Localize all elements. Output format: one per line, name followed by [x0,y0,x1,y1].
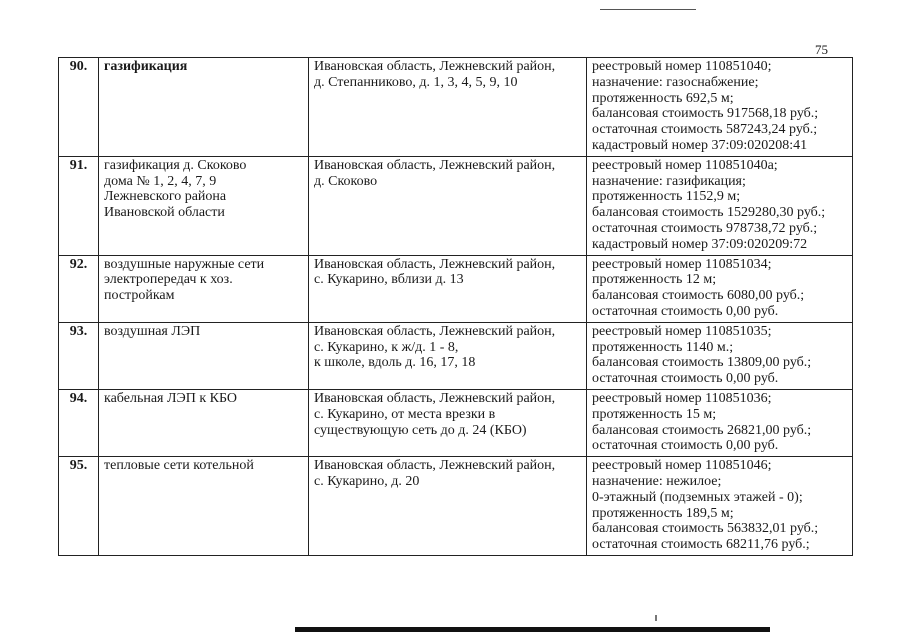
object-name-line: воздушная ЛЭП [104,323,201,339]
object-name-line: газификация [104,59,188,74]
details-line: назначение: газификация; [592,173,746,189]
address-line: с. Кукарино, вблизи д. 13 [314,272,464,288]
details-line: остаточная стоимость 0,00 руб. [592,371,779,387]
details-cell [587,389,853,456]
object-name-line: Ивановской области [104,205,225,221]
registry-table-body [59,58,853,556]
details-line: протяженность 692,5 м; [592,90,734,106]
object-name-cell [99,457,309,556]
property-registry-table [58,57,853,556]
object-name-cell [99,156,309,255]
table-row [59,156,853,255]
object-name-cell [99,58,309,157]
table-row [59,255,853,322]
details-line: протяженность 12 м; [592,272,717,288]
details-line: реестровый номер 110851040а; [592,157,778,173]
details-line: реестровый номер 110851046; [592,458,772,474]
object-name-cell [99,255,309,322]
object-name-line: Лежневского района [104,189,227,205]
address-line: Ивановская область, Лежневский район, [314,59,556,74]
details-cell [587,58,853,157]
details-line: назначение: газоснабжение; [592,74,759,90]
address-cell [309,389,587,456]
details-line: балансовая стоимость 563832,01 руб.; [592,521,819,537]
details-line: кадастровый номер 37:09:020209:72 [592,236,808,252]
address-line: Ивановская область, Лежневский район, [314,256,556,272]
details-line: балансовая стоимость 6080,00 руб.; [592,288,805,304]
object-name-line: газификация д. Скоково [104,157,247,173]
table-row [59,58,853,157]
object-name-line: воздушные наружные сети [104,256,265,272]
object-name-cell [99,322,309,389]
details-line: протяженность 1152,9 м; [592,189,741,205]
details-line: реестровый номер 110851034; [592,256,772,272]
details-line: балансовая стоимость 1529280,30 руб.; [592,205,826,221]
details-line: протяженность 15 м; [592,406,717,422]
details-line: протяженность 1140 м.; [592,339,734,355]
address-line: с. Кукарино, д. 20 [314,473,420,489]
row-number: 90. [59,58,99,157]
details-line: реестровый номер 110851036; [592,390,772,406]
details-line: реестровый номер 110851035; [592,323,772,339]
details-line: балансовая стоимость 26821,00 руб.; [592,422,812,438]
address-line: с. Кукарино, к ж/д. 1 - 8, [314,339,459,355]
address-cell [309,255,587,322]
details-line: остаточная стоимость 978738,72 руб.; [592,220,818,236]
details-line: остаточная стоимость 0,00 руб. [592,438,779,454]
scan-mark [655,615,657,621]
details-line: 0-этажный (подземных этажей - 0); [592,489,803,505]
address-line: д. Скоково [314,173,378,189]
address-line: к школе, вдоль д. 16, 17, 18 [314,355,476,371]
object-name-line: кабельная ЛЭП к КБО [104,390,238,406]
row-number: 95. [59,457,99,556]
details-line: остаточная стоимость 0,00 руб. [592,303,779,319]
details-line: кадастровый номер 37:09:020208:41 [592,137,808,153]
details-cell [587,255,853,322]
bottom-scan-bar [295,627,770,632]
address-cell [309,58,587,157]
address-line: Ивановская область, Лежневский район, [314,390,556,406]
table-row [59,389,853,456]
object-name-cell [99,389,309,456]
details-line: назначение: нежилое; [592,473,722,489]
address-line: с. Кукарино, от места врезки в [314,406,496,422]
details-line: протяженность 189,5 м; [592,505,734,521]
address-cell [309,457,587,556]
address-line: Ивановская область, Лежневский район, [314,157,556,173]
row-number: 94. [59,389,99,456]
details-cell [587,156,853,255]
address-line: Ивановская область, Лежневский район, [314,458,556,474]
address-line: д. Степанниково, д. 1, 3, 4, 5, 9, 10 [314,74,518,90]
row-number: 91. [59,156,99,255]
object-name-line: постройкам [104,288,175,304]
details-line: балансовая стоимость 917568,18 руб.; [592,106,819,122]
address-line: Ивановская область, Лежневский район, [314,323,556,339]
details-line: балансовая стоимость 13809,00 руб.; [592,355,812,371]
details-line: реестровый номер 110851040; [592,59,772,74]
details-line: остаточная стоимость 587243,24 руб.; [592,122,818,138]
address-line: существующую сеть до д. 24 (КБО) [314,422,527,438]
details-cell [587,457,853,556]
details-line: остаточная стоимость 68211,76 руб.; [592,537,810,553]
object-name-line: дома № 1, 2, 4, 7, 9 [104,173,217,189]
table-row [59,457,853,556]
object-name-line: электропередач к хоз. [104,272,233,288]
page-number: 75 [815,42,828,57]
object-name-line: тепловые сети котельной [104,458,254,474]
details-cell [587,322,853,389]
address-cell [309,156,587,255]
table-row [59,322,853,389]
top-divider-line [600,9,696,10]
row-number: 92. [59,255,99,322]
row-number: 93. [59,322,99,389]
address-cell [309,322,587,389]
